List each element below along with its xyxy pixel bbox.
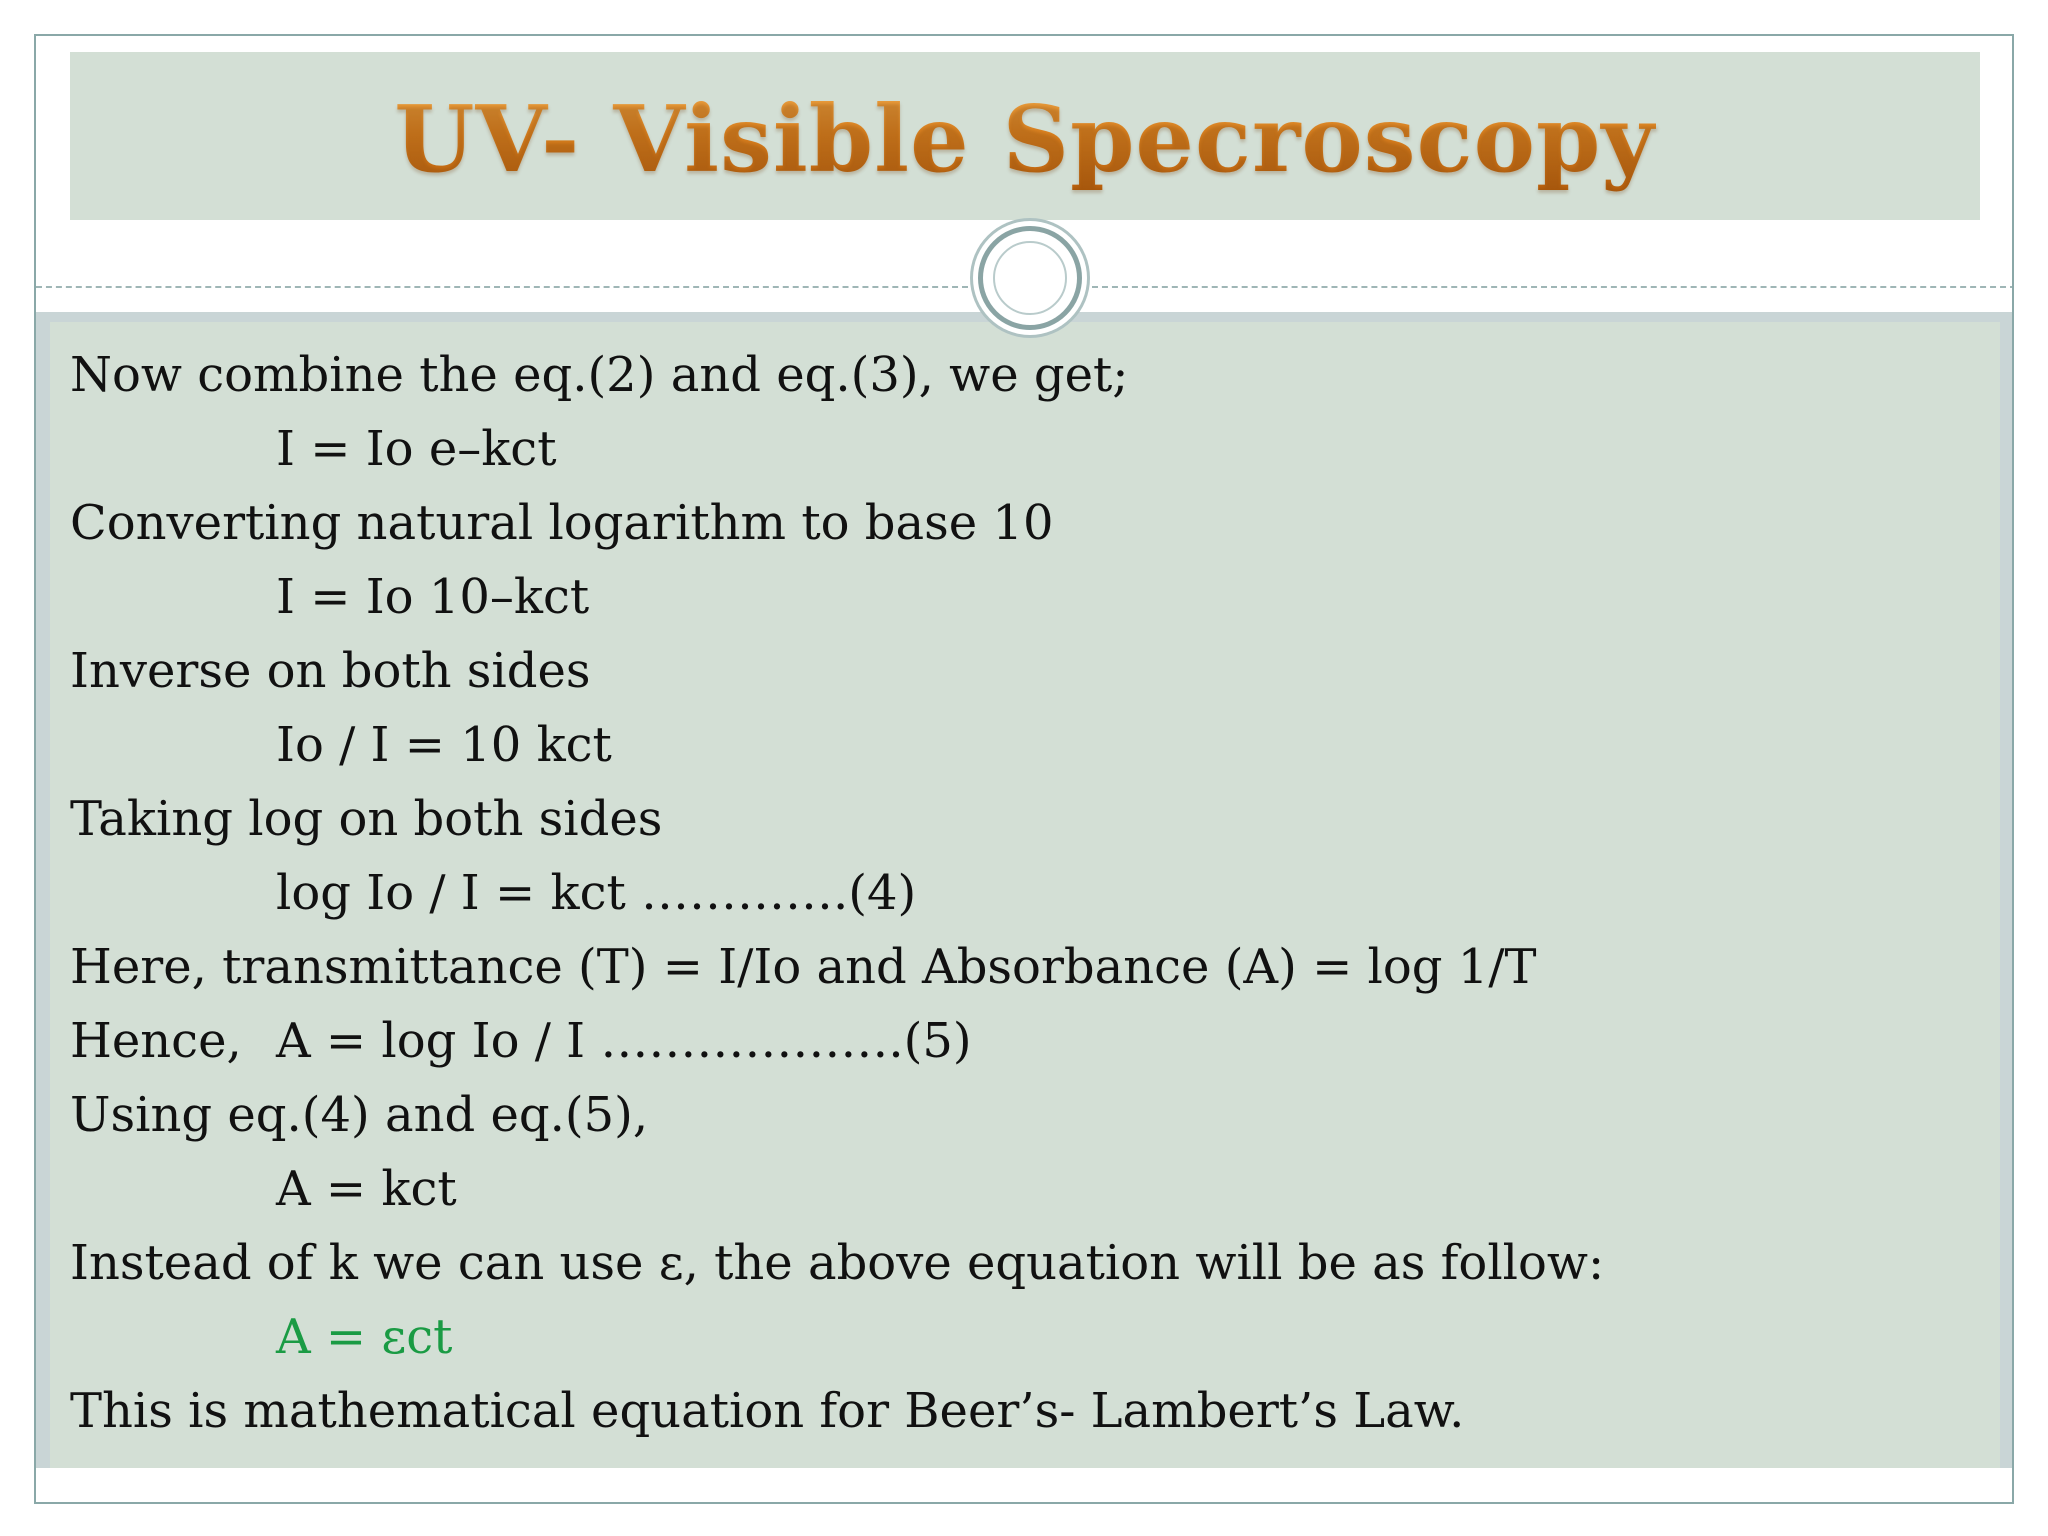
equation-a-kct: A = kct [276, 1161, 457, 1217]
slide-title: UV- Visible Specroscopy [394, 85, 1656, 193]
text-line-using: Using eq.(4) and eq.(5), [70, 1087, 649, 1143]
equation-inverse: Io / I = 10 kct [276, 717, 612, 773]
slide [34, 34, 2014, 1504]
text-line-combine: Now combine the eq.(2) and eq.(3), we get; [70, 347, 1129, 403]
text-line-inverse: Inverse on both sides [70, 643, 591, 699]
equation-4: log Io / I = kct ………….(4) [276, 865, 917, 921]
text-line-conclusion: This is mathematical equation for Beer’s- Lambert’s Law. [70, 1383, 1465, 1439]
text-line-converting: Converting natural logarithm to base 10 [70, 495, 1054, 551]
text-line-hence [70, 1004, 1970, 1078]
divider-ring-ornament [978, 226, 1082, 330]
title-band [70, 52, 1980, 220]
hence-label: Hence, [70, 1013, 242, 1069]
equation-base10: I = Io 10–kct [276, 569, 590, 625]
slide-body-text [70, 338, 1970, 1448]
equation-exponential: I = Io e–kct [276, 421, 557, 477]
text-line-transmittance: Here, transmittance (T) = I/Io and Absorbance (A) = log 1/T [70, 939, 1537, 995]
text-line-instead: Instead of k we can use ε, the above equation will be as follow: [70, 1235, 1605, 1291]
equation-beer-lambert: A = εct [276, 1309, 453, 1365]
title-divider-right [1092, 286, 2014, 288]
equation-5: A = log Io / I ……………….(5) [276, 1013, 972, 1069]
title-divider-left [36, 286, 968, 288]
text-line-taking-log: Taking log on both sides [70, 791, 663, 847]
